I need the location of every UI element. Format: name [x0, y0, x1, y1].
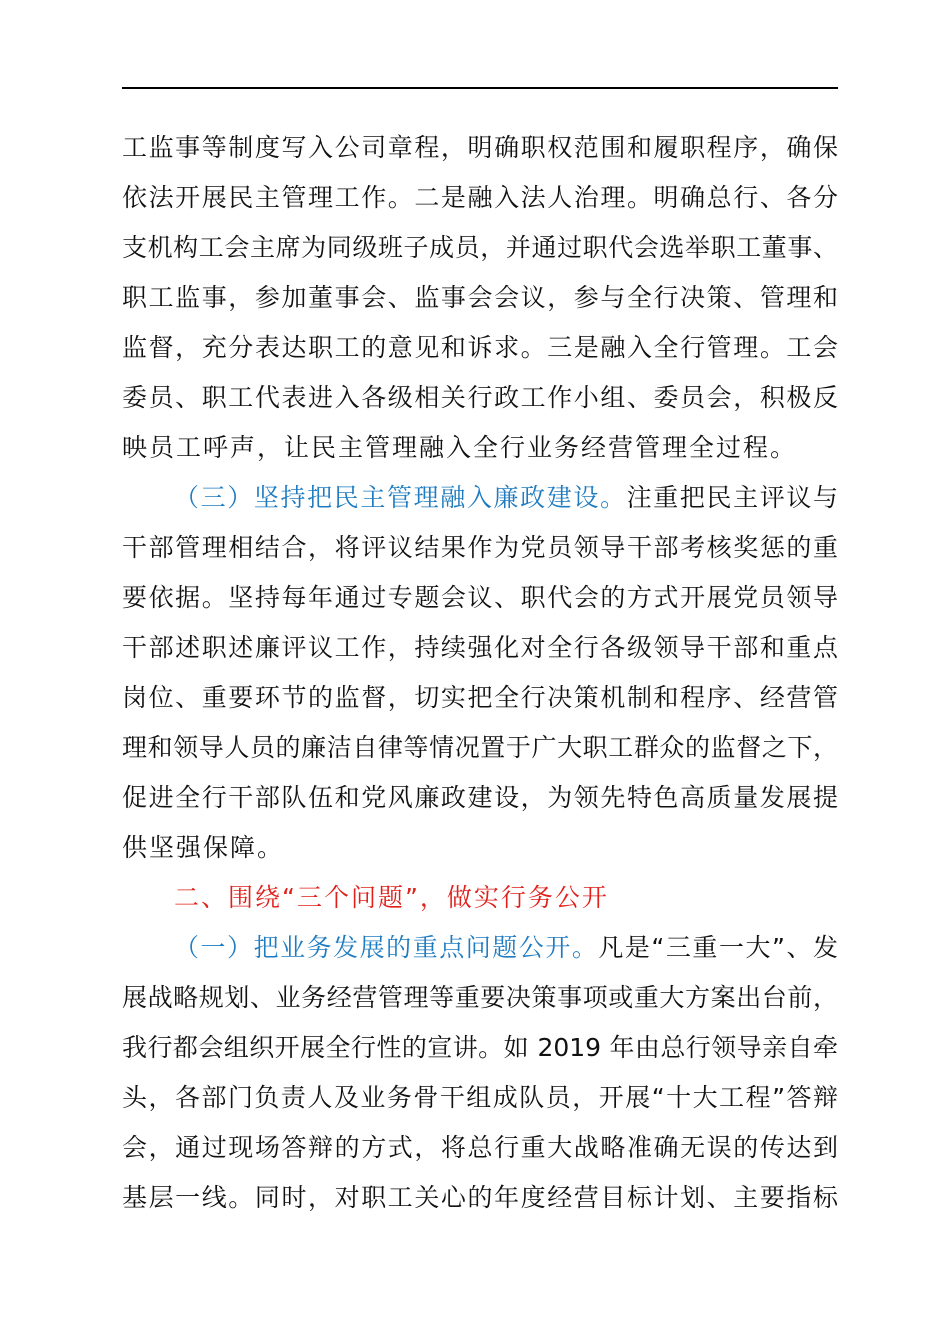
- paragraph-line: 职工监事，参加董事会、监事会会议，参与全行决策、管理和: [122, 283, 838, 312]
- paragraph-line: 促进全行干部队伍和党风廉政建设，为领先特色高质量发展提: [122, 783, 838, 812]
- paragraph-line: 工监事等制度写入公司章程，明确职权范围和履职程序，确保: [122, 133, 838, 162]
- section-title: 二、围绕“三个问题”，做实行务公开: [174, 883, 609, 912]
- paragraph-line: [122, 923, 838, 973]
- paragraph-text: 注重把民主评议与: [626, 483, 838, 512]
- paragraph-text: 凡是“三重一大”、发: [598, 933, 838, 962]
- paragraph-line: [122, 473, 838, 523]
- paragraph-line: 支机构工会主席为同级班子成员，并通过职代会选举职工董事、: [122, 233, 838, 262]
- paragraph-line: 头，各部门负责人及业务骨干组成队员，开展“十大工程”答辩: [122, 1083, 838, 1112]
- paragraph-line: 映员工呼声，让民主管理融入全行业务经营管理全过程。: [122, 433, 798, 462]
- paragraph-line: 理和领导人员的廉洁自律等情况置于广大职工群众的监督之下，: [122, 733, 838, 762]
- paragraph-line: 我行都会组织开展全行性的宣讲。如 2019 年由总行领导亲自牵: [122, 1033, 838, 1062]
- paragraph-line: 要依据。坚持每年通过专题会议、职代会的方式开展党员领导: [122, 583, 838, 612]
- paragraph-line: 展战略规划、业务经营管理等重要决策事项或重大方案出台前，: [122, 983, 838, 1012]
- document-body: [122, 123, 838, 1223]
- subsection-heading: （一）把业务发展的重点问题公开。: [174, 933, 599, 962]
- paragraph-line: 基层一线。同时，对职工关心的年度经营目标计划、主要指标: [122, 1183, 838, 1212]
- paragraph-line: 监督，充分表达职工的意见和诉求。三是融入全行管理。工会: [122, 333, 838, 362]
- paragraph-line: 会，通过现场答辩的方式，将总行重大战略准确无误的传达到: [122, 1133, 838, 1162]
- subsection-heading: （三）坚持把民主管理融入廉政建设。: [174, 483, 627, 512]
- paragraph-line: 依法开展民主管理工作。二是融入法人治理。明确总行、各分: [122, 183, 838, 212]
- paragraph-line: 岗位、重要环节的监督，切实把全行决策机制和程序、经营管: [122, 683, 838, 712]
- paragraph-line: 委员、职工代表进入各级相关行政工作小组、委员会，积极反: [122, 383, 838, 412]
- paragraph-line: 干部管理相结合，将评议结果作为党员领导干部考核奖惩的重: [122, 533, 838, 562]
- paragraph-line: 干部述职述廉评议工作，持续强化对全行各级领导干部和重点: [122, 633, 838, 662]
- header-rule: [122, 87, 838, 89]
- paragraph-line: 供坚强保障。: [122, 833, 285, 862]
